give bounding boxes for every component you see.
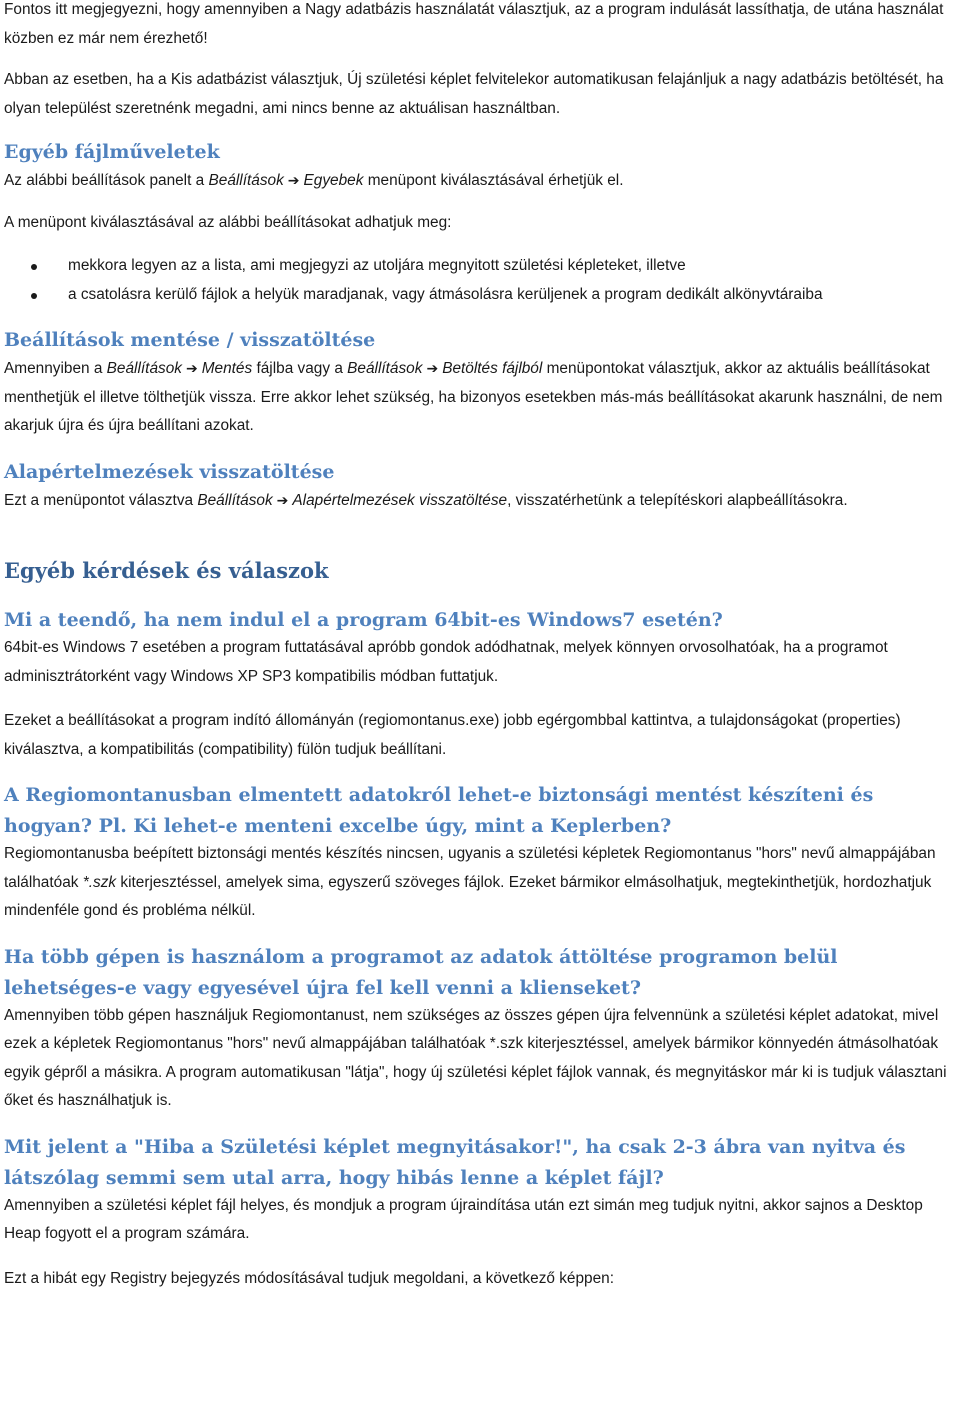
faq-answer-4a: Amennyiben a születési képlet fájl helyes, és mondjuk a program újraindítása után ezt simán meg tudjuk nyitni, akkor sajnos a Desktop Heap fogyott el a program számára.: [4, 1196, 923, 1242]
defaults-paragraph: [4, 486, 956, 516]
heading-save-restore: Beállítások mentése / visszatöltése: [4, 329, 376, 351]
menu-name: Mentés: [201, 360, 253, 377]
faq-answer-4b: Ezt a hibát egy Registry bejegyzés módosításával tudjuk megoldani, a következő képpen:: [4, 1269, 614, 1287]
text-segment: Ezt a menüpontot választva: [4, 491, 198, 509]
heading-file-operations: Egyéb fájlműveletek: [4, 141, 220, 163]
file-extension: *.szk: [82, 873, 117, 891]
bullet-icon: [31, 264, 37, 270]
faq-answer-1a: 64bit-es Windows 7 esetében a program futtatásával apróbb gondok adódhatnak, melyek könnyen orvosolhatóak, ha a programot adminisztrátorként vagy Windows XP SP3 kompatibilis módban futtatjuk.: [4, 639, 888, 685]
list-item-text: mekkora legyen az a lista, ami megjegyzi az utoljára megnyitott születési képleteket, illetve: [68, 257, 686, 274]
list-item: [4, 252, 956, 281]
file-ops-paragraph-1: [4, 166, 956, 196]
menu-name: Betöltés fájlból: [442, 360, 543, 377]
faq-question-2: A Regiomontanusban elmentett adatokról lehet-e biztonsági mentést készíteni és hogyan? Pl. Ki lehet-e menteni excelbe úgy, mint a Keplerben?: [4, 784, 874, 837]
menu-name: Beállítások: [347, 360, 423, 377]
heading-defaults: Alapértelmezések visszatöltése: [4, 460, 335, 483]
text-segment: kiterjesztéssel, amelyek sima, egyszerű szöveges fájlok. Ezeket bármikor elmásolhatjuk, megtekinthetjük, hordozhatjuk mindenféle gond és probléma nélkül.: [4, 873, 932, 919]
text-segment: Amennyiben a: [4, 360, 107, 377]
file-ops-paragraph-2: A menüpont kiválasztásával az alábbi beállításokat adhatjuk meg:: [4, 213, 452, 231]
bullet-icon: [31, 293, 37, 299]
faq-answer-3: Amennyiben több gépen használjuk Regiomontanust, nem szükséges az összes gépen újra felvennünk a születési képlet adatokat, mivel ezek a képletek Regiomontanus "hors" nevű almappájában találhatóak *.szk kiterjesztéssel, amelyek bármikor könnyedén átmásolhatóak egyik gépről a másikra. A program automatikusan "látja", hogy új születési képlet fájlok vannak, és megnyitáskor már ki is tudjuk választani őket és használhatjuk is.: [4, 1006, 947, 1109]
save-restore-paragraph: [4, 354, 956, 441]
menu-name: Beállítások: [106, 360, 182, 377]
text-segment: menüpont kiválasztásával érhetjük el.: [363, 172, 624, 189]
menu-name: Alapértelmezések visszatöltése: [292, 491, 508, 509]
intro-paragraph-1: Fontos itt megjegyezni, hogy amennyiben a Nagy adatbázis használatát választjuk, az a program indulását lassíthatja, de utána használat közben ez már nem érezhető!: [4, 1, 944, 47]
faq-question-1: Mi a teendő, ha nem indul el a program 64bit-es Windows7 esetén?: [4, 609, 723, 631]
text-segment: , visszatérhetünk a telepítéskori alapbeállításokra.: [507, 491, 848, 509]
menu-name: Beállítások: [197, 491, 273, 509]
text-segment: Regiomontanusba beépített biztonsági mentés készítés nincsen, ugyanis a születési képletek Regiomontanus "hors" nevű almappájában találhatóak: [4, 845, 936, 891]
heading-faq: Egyéb kérdések és válaszok: [4, 558, 329, 583]
arrow-right-icon: ➔: [426, 360, 439, 376]
menu-name: Egyebek: [303, 172, 364, 189]
faq-question-3: Ha több gépen is használom a programot az adatok áttöltése programon belül lehetséges-e vagy egyesével újra fel kell venni a klienseket?: [4, 945, 838, 999]
list-item: [4, 281, 956, 310]
menu-name: Beállítások: [208, 172, 284, 189]
text-segment: Az alábbi beállítások panelt a: [4, 172, 209, 189]
document-page: [4, 0, 956, 1293]
text-segment: fájlba vagy a: [252, 360, 348, 377]
faq-question-4: Mit jelent a "Hiba a Születési képlet megnyitásakor!", ha csak 2-3 ábra van nyitva és látszólag semmi sem utal arra, hogy hibás lenne a képlet fájl?: [4, 1135, 906, 1189]
faq-answer-2: [4, 840, 956, 926]
arrow-right-icon: ➔: [276, 491, 289, 508]
text-segment: menüpontokat választjuk, akkor az aktuális beállításokat menthetjük el illetve tölthetjük vissza. Erre akkor lehet szükség, ha bizonyos esetekben más-más beállításokat akarunk használni, de nem akarjuk újra és újra beállítani azokat.: [4, 360, 943, 434]
list-item-text: a csatolásra kerülő fájlok a helyük maradjanak, vagy átmásolásra kerüljenek a program dedikált alkönyvtáraiba: [68, 285, 823, 303]
arrow-right-icon: ➔: [185, 360, 198, 376]
settings-bullet-list: [4, 252, 956, 309]
arrow-right-icon: ➔: [287, 172, 300, 188]
intro-paragraph-2: Abban az esetben, ha a Kis adatbázist választjuk, Új születési képlet felvitelekor automatikusan felajánljuk a nagy adatbázis betöltését, ha olyan települést szeretnénk megadni, ami nincs benne az aktuálisan használtban.: [4, 71, 944, 117]
faq-answer-1b: Ezeket a beállításokat a program indító állományán (regiomontanus.exe) jobb egérgombbal kattintva, a tulajdonságokat (properties) kiválasztva, a kompatibilitás (compatibility) fülön tudjuk beállítani.: [4, 712, 901, 758]
